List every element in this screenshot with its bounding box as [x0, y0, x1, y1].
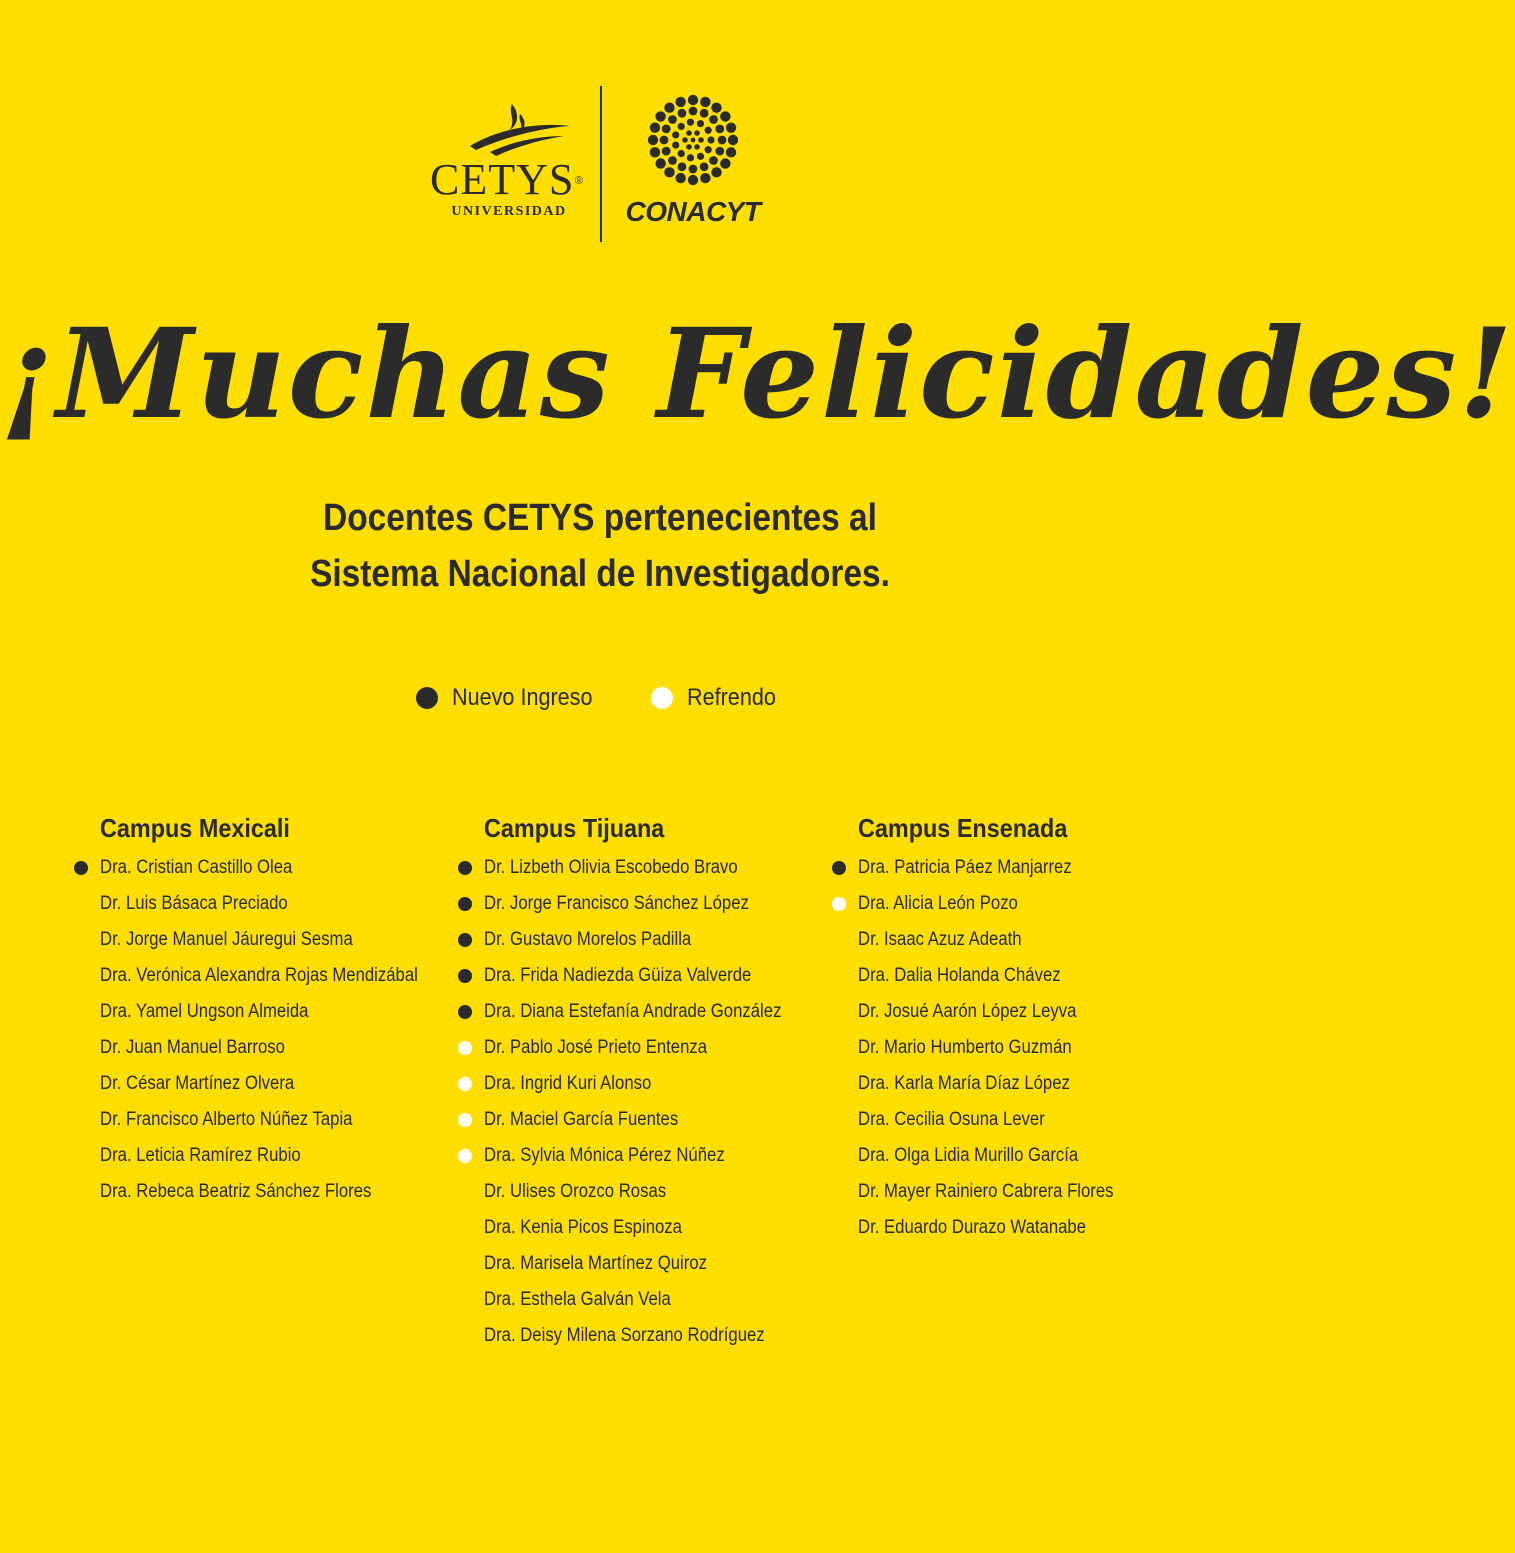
list-item: [858, 1066, 1148, 1102]
list-item: [858, 850, 1148, 886]
list-item: [100, 1174, 461, 1210]
list-item: [100, 922, 461, 958]
campus-column: [484, 808, 822, 1354]
list-item: [858, 1138, 1148, 1174]
list-item: [484, 922, 822, 958]
list-item: [484, 886, 822, 922]
person-name: Dra. Dalia Holanda Chávez: [858, 965, 1061, 986]
dark-bullet-icon: [458, 861, 472, 875]
white-bullet-icon: [458, 1113, 472, 1127]
person-name: Dra. Diana Estefanía Andrade González: [484, 1001, 782, 1022]
white-bullet-icon: [832, 897, 846, 911]
white-bullet-icon: [458, 1041, 472, 1055]
list-item: [858, 1174, 1148, 1210]
list-item: [484, 1102, 822, 1138]
person-name: Dr. Jorge Francisco Sánchez López: [484, 893, 749, 914]
name-list: [484, 850, 822, 1354]
list-item: [100, 850, 461, 886]
conacyt-logo: [618, 92, 768, 227]
legend-nuevo-ingreso: [416, 678, 608, 718]
dark-bullet-icon: [74, 861, 88, 875]
person-name: Dr. César Martínez Olvera: [100, 1073, 295, 1094]
list-item: [484, 1318, 822, 1354]
campus-title: Campus Ensenada: [858, 813, 1068, 843]
person-name: Dra. Leticia Ramírez Rubio: [100, 1145, 301, 1166]
person-name: Dr. Jorge Manuel Jáuregui Sesma: [100, 929, 353, 950]
person-name: Dr. Josué Aarón López Leyva: [858, 1001, 1077, 1022]
flame-icon: [430, 100, 580, 160]
list-item: [484, 850, 822, 886]
legend-label: Nuevo Ingreso: [452, 684, 593, 711]
person-name: Dra. Ingrid Kuri Alonso: [484, 1073, 652, 1094]
campus-column: [100, 808, 461, 1210]
list-item: [858, 958, 1148, 994]
list-item: [100, 886, 461, 922]
person-name: Dr. Luis Básaca Preciado: [100, 893, 288, 914]
person-name: Dra. Esthela Galván Vela: [484, 1289, 671, 1310]
list-item: [858, 922, 1148, 958]
cetys-name: CETYS: [430, 155, 575, 204]
cetys-wordmark: [430, 155, 585, 204]
list-item: [484, 1174, 822, 1210]
campus-column: [858, 808, 1148, 1246]
list-item: [100, 1066, 461, 1102]
person-name: Dra. Sylvia Mónica Pérez Núñez: [484, 1145, 725, 1166]
dark-bullet-icon: [458, 1005, 472, 1019]
person-name: Dra. Yamel Ungson Almeida: [100, 1001, 309, 1022]
person-name: Dra. Marisela Martínez Quiroz: [484, 1253, 707, 1274]
list-item: [484, 958, 822, 994]
list-item: [484, 1030, 822, 1066]
white-bullet-icon: [458, 1077, 472, 1091]
person-name: Dr. Maciel García Fuentes: [484, 1109, 679, 1130]
legend: [0, 678, 1200, 718]
person-name: Dra. Deisy Milena Sorzano Rodríguez: [484, 1325, 765, 1346]
campus-title: Campus Tijuana: [484, 813, 665, 843]
list-item: [858, 1210, 1148, 1246]
person-name: Dra. Olga Lidia Murillo García: [858, 1145, 1079, 1166]
person-name: Dr. Isaac Azuz Adeath: [858, 929, 1022, 950]
person-name: Dr. Lizbeth Olivia Escobedo Bravo: [484, 857, 738, 878]
list-item: [484, 1066, 822, 1102]
list-item: [484, 1246, 822, 1282]
list-item: [858, 1102, 1148, 1138]
logo-divider: [600, 86, 602, 242]
subtitle-line-2: Sistema Nacional de Investigadores.: [310, 553, 890, 595]
list-item: [484, 1138, 822, 1174]
list-item: [100, 1138, 461, 1174]
dark-bullet-icon: [458, 897, 472, 911]
name-list: [100, 850, 461, 1210]
conacyt-sunflower-icon: [618, 92, 768, 192]
legend-refrendo: [651, 678, 786, 718]
list-item: [100, 958, 461, 994]
logo-bar: [0, 80, 1200, 250]
list-item: [100, 994, 461, 1030]
list-item: [484, 994, 822, 1030]
person-name: Dr. Eduardo Durazo Watanabe: [858, 1217, 1087, 1238]
cetys-logo: [430, 100, 590, 240]
name-list: [858, 850, 1148, 1246]
person-name: Dra. Kenia Picos Espinoza: [484, 1217, 682, 1238]
person-name: Dra. Verónica Alexandra Rojas Mendizábal: [100, 965, 418, 986]
person-name: Dr. Ulises Orozco Rosas: [484, 1181, 667, 1202]
registered-mark: ®: [574, 173, 585, 187]
subtitle: [72, 490, 1128, 602]
dark-bullet-icon: [416, 687, 438, 709]
list-item: [100, 1030, 461, 1066]
person-name: Dra. Frida Nadiezda Güiza Valverde: [484, 965, 752, 986]
white-bullet-icon: [458, 1149, 472, 1163]
dark-bullet-icon: [458, 969, 472, 983]
person-name: Dr. Francisco Alberto Núñez Tapia: [100, 1109, 353, 1130]
person-name: Dr. Gustavo Morelos Padilla: [484, 929, 692, 950]
person-name: Dr. Pablo José Prieto Entenza: [484, 1037, 708, 1058]
white-bullet-icon: [651, 687, 673, 709]
person-name: Dr. Juan Manuel Barroso: [100, 1037, 285, 1058]
dark-bullet-icon: [458, 933, 472, 947]
campus-title: Campus Mexicali: [100, 813, 290, 843]
list-item: [858, 994, 1148, 1030]
person-name: Dra. Karla María Díaz López: [858, 1073, 1070, 1094]
person-name: Dr. Mayer Rainiero Cabrera Flores: [858, 1181, 1114, 1202]
person-name: Dr. Mario Humberto Guzmán: [858, 1037, 1072, 1058]
person-name: Dra. Cristian Castillo Olea: [100, 857, 293, 878]
person-name: Dra. Alicia León Pozo: [858, 893, 1018, 914]
headline: ¡Muchas Felicidades!: [0, 302, 1515, 447]
person-name: Dra. Cecilia Osuna Lever: [858, 1109, 1045, 1130]
person-name: Dra. Patricia Páez Manjarrez: [858, 857, 1072, 878]
list-item: [484, 1210, 822, 1246]
person-name: Dra. Rebeca Beatriz Sánchez Flores: [100, 1181, 372, 1202]
list-item: [484, 1282, 822, 1318]
list-item: [858, 1030, 1148, 1066]
list-item: [100, 1102, 461, 1138]
cetys-subtitle: UNIVERSIDAD: [451, 204, 567, 219]
conacyt-wordmark: CONACYT: [625, 196, 761, 227]
subtitle-line-1: Docentes CETYS pertenecientes al: [323, 497, 877, 539]
dark-bullet-icon: [832, 861, 846, 875]
legend-label: Refrendo: [687, 684, 776, 711]
list-item: [858, 886, 1148, 922]
